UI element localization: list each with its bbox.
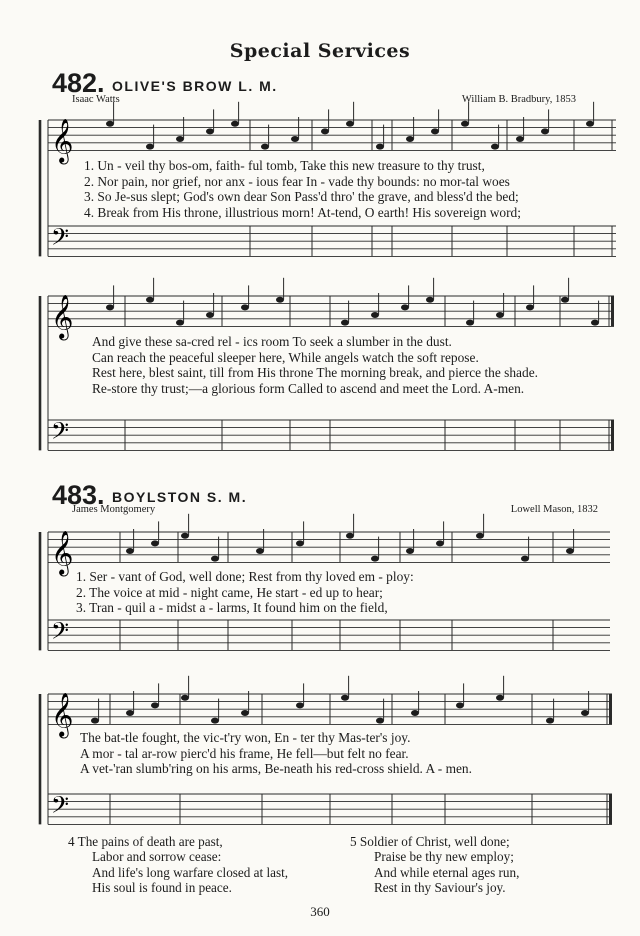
h482-s1-treble-clef-icon: 𝄞: [51, 118, 74, 163]
notehead: [291, 136, 299, 142]
notehead: [256, 548, 264, 554]
notehead: [411, 710, 419, 716]
notehead: [211, 556, 219, 562]
hymn-483-tune: BOYLSTON S. M.: [112, 489, 248, 505]
notehead: [181, 695, 189, 701]
notehead: [516, 136, 524, 142]
notehead: [341, 695, 349, 701]
notehead: [151, 540, 159, 546]
verse-line: 1. Ser - vant of God, well done; Rest from thy loved em - ploy:: [76, 569, 414, 584]
notehead: [276, 297, 284, 303]
verse-line: 3. So Je-sus slept; God's own dear Son Pass'd thro' the grave, and bless'd the bed;: [84, 189, 519, 205]
stanza-line: His soul is found in peace.: [92, 880, 232, 896]
h482-s1-bass-clef-icon: 𝄢: [51, 222, 70, 256]
verse-line: And give these sa-cred rel - ics room To seek a slumber in the dust.: [92, 334, 452, 349]
notehead: [376, 718, 384, 724]
notehead: [401, 304, 409, 310]
h483-s1-treble-clef-icon: 𝄞: [51, 530, 74, 575]
notehead: [461, 121, 469, 127]
notehead: [591, 320, 599, 326]
hymn-482-music-by: William B. Bradbury, 1853: [461, 94, 576, 105]
stanza-line: 4 The pains of death are past,: [68, 834, 223, 849]
notehead: [541, 128, 549, 134]
notehead: [426, 297, 434, 303]
verse-line: A vet-'ran slumb'ring on his arms, Be-neath his red-cross shield. A - men.: [80, 761, 472, 777]
notehead: [296, 702, 304, 708]
notehead: [261, 144, 269, 150]
hymn-482-tune: OLIVE'S BROW L. M.: [112, 78, 278, 94]
stanza-line: 5 Soldier of Christ, well done;: [350, 834, 510, 849]
h483-s2-bass-clef-icon: 𝄢: [51, 790, 70, 824]
notehead: [146, 297, 154, 303]
notehead: [126, 710, 134, 716]
notehead: [586, 121, 594, 127]
notehead: [476, 533, 484, 539]
h483-s1-bass-clef-icon: 𝄢: [51, 616, 70, 650]
h482-s2-bass-clef-icon: 𝄢: [51, 416, 70, 450]
verse-line: The bat-tle fought, the vic-t'ry won, En - ter thy Mas-ter's joy.: [80, 730, 411, 745]
notehead: [496, 312, 504, 318]
notehead: [406, 548, 414, 554]
notehead: [91, 718, 99, 724]
notehead: [526, 304, 534, 310]
stanza-line: And life's long warfare closed at last,: [92, 864, 289, 880]
notehead: [496, 695, 504, 701]
notehead: [106, 121, 114, 127]
notehead: [346, 121, 354, 127]
notehead: [231, 121, 239, 127]
h483-s2-treble-clef-icon: 𝄞: [51, 692, 74, 737]
stanza-line: Labor and sorrow cease:: [92, 849, 222, 865]
h482-s2-treble-clef-icon: 𝄞: [51, 294, 74, 339]
notehead: [376, 144, 384, 150]
notehead: [176, 320, 184, 326]
notehead: [151, 702, 159, 708]
verse-line: 2. The voice at mid - night came, He start - ed up to hear;: [76, 584, 383, 600]
notehead: [206, 128, 214, 134]
hymn-483-number: 483.: [52, 480, 105, 510]
notehead: [176, 136, 184, 142]
notehead: [321, 128, 329, 134]
notehead: [546, 718, 554, 724]
notehead: [346, 533, 354, 539]
verse-line: A mor - tal ar-row pierc'd his frame, He fell—but felt no fear.: [80, 745, 409, 761]
notehead: [371, 556, 379, 562]
notehead: [146, 144, 154, 150]
stanza-line: Praise be thy new employ;: [374, 849, 514, 865]
notehead: [521, 556, 529, 562]
hymn-483-music-by: Lowell Mason, 1832: [510, 504, 598, 515]
hymn-483-words-by: James Montgomery: [72, 504, 156, 515]
notehead: [371, 312, 379, 318]
verse-line: Rest here, blest saint, till from His throne The morning break, and pierce the shade.: [92, 365, 538, 381]
stanza-line: Rest in thy Saviour's joy.: [374, 880, 506, 896]
verse-line: 2. Nor pain, nor grief, nor anx - ious fear In - vade thy bounds: no mor-tal woes: [84, 173, 510, 189]
notehead: [561, 297, 569, 303]
verse-line: 3. Tran - quil a - midst a - larms, It found him on the field,: [76, 600, 388, 616]
notehead: [181, 533, 189, 539]
notehead: [406, 136, 414, 142]
verse-line: 1. Un - veil thy bos-om, faith- ful tomb, Take this new treasure to thy trust,: [84, 158, 485, 173]
notehead: [296, 540, 304, 546]
hymn-482-words-by: Isaac Watts: [72, 94, 120, 105]
notehead: [466, 320, 474, 326]
notehead: [126, 548, 134, 554]
notehead: [431, 128, 439, 134]
notehead: [206, 312, 214, 318]
section-title: Special Services: [229, 40, 411, 62]
notehead: [491, 144, 499, 150]
hymn-482-number: 482.: [52, 68, 105, 98]
notehead: [241, 304, 249, 310]
notehead: [456, 702, 464, 708]
notehead: [106, 304, 114, 310]
notehead: [211, 718, 219, 724]
verse-line: Re-store thy trust;—a glorious form Called to ascend and meet the Lord. A-men.: [92, 380, 525, 396]
page-number: 360: [310, 904, 330, 919]
notehead: [566, 548, 574, 554]
notehead: [341, 320, 349, 326]
notehead: [241, 710, 249, 716]
notehead: [436, 540, 444, 546]
verse-line: Can reach the peaceful sleeper here, While angels watch the soft repose.: [92, 349, 479, 365]
stanza-line: And while eternal ages run,: [374, 864, 520, 880]
notehead: [581, 710, 589, 716]
verse-line: 4. Break from His throne, illustrious morn! At-tend, O earth! His sovereign word;: [84, 204, 521, 220]
